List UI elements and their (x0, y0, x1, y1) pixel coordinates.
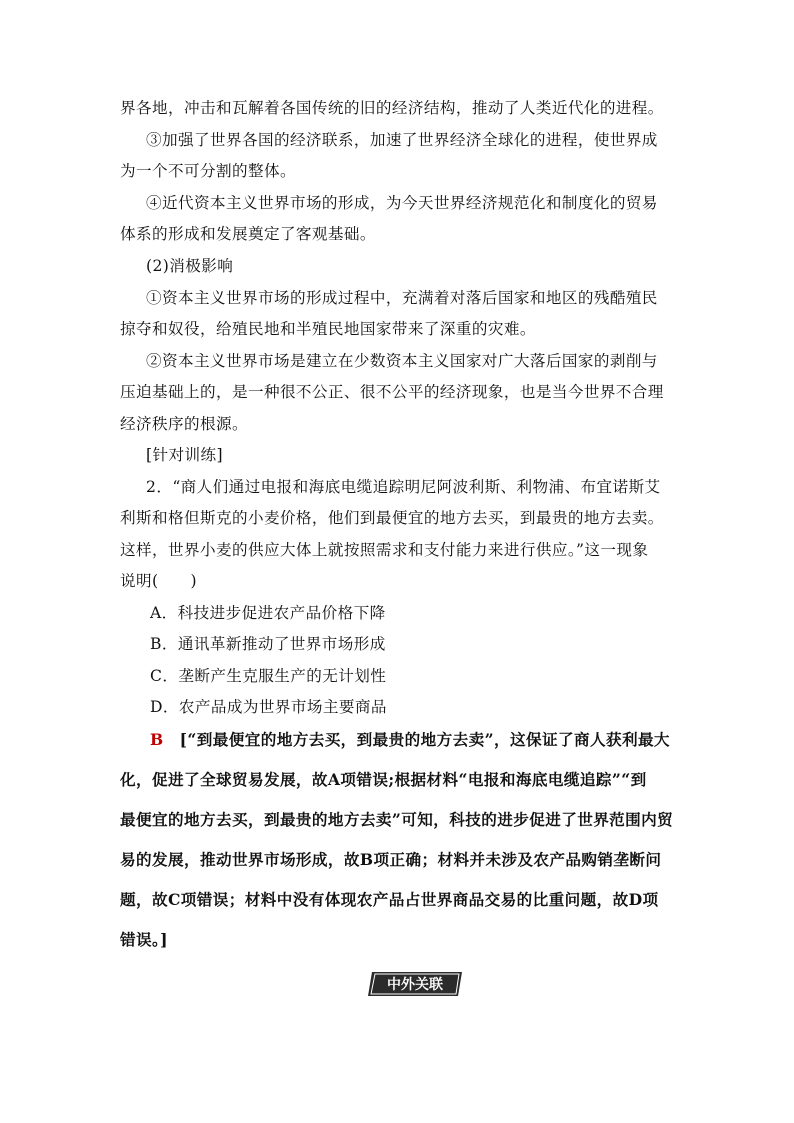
question-text: 这样，世界小麦的供应大体上就按照需求和支付能力来进行供应。”这一现象 (120, 541, 649, 559)
text-line: 经济秩序的根源。 (120, 415, 248, 433)
text-line: ②资本主义世界市场是建立在少数资本主义国家对广大落后国家的剥削与 (146, 352, 658, 370)
answer-text: 错误。] (120, 930, 168, 949)
answer-text: 易的发展，推动世界市场形成，故B项正确；材料并未涉及农产品购销垄断问 (120, 850, 662, 869)
question-text: 利斯和格但斯克的小麦价格，他们到最便宜的地方去买，到最贵的地方去卖。 (120, 509, 664, 527)
question-text: 2．“商人们通过电报和海底电缆追踪明尼阿波利斯、利物浦、布宜诺斯艾 (146, 478, 661, 496)
text-line: 掠夺和奴役，给殖民地和半殖民地国家带来了深重的灾难。 (120, 320, 536, 338)
text-line: 体系的形成和发展奠定了客观基础。 (120, 225, 376, 243)
answer-text: 最便宜的地方去买，到最贵的地方去卖”可知，科技的进步促进了世界范围内贸 (120, 810, 674, 829)
subheading: (2)消极影响 (146, 257, 234, 275)
option-b: B．通讯革新推动了世界市场形成 (150, 635, 386, 653)
question-text: 说明( ) (120, 572, 197, 590)
answer-text: 化，促进了全球贸易发展，故A项错误;根据材料“电报和海底电缆追踪”“到 (120, 770, 647, 789)
section-badge (366, 970, 464, 998)
text-line: ④近代资本主义世界市场的形成，为今天世界经济规范化和制度化的贸易 (146, 194, 658, 212)
badge-label: 中外关联 (387, 977, 443, 993)
text-line: 界各地，冲击和瓦解着各国传统的旧的经济结构，推动了人类近代化的进程。 (120, 99, 664, 117)
answer-line (150, 728, 794, 750)
text-line: ①资本主义世界市场的形成过程中，充满着对落后国家和地区的残酷殖民 (146, 289, 658, 307)
answer-text: 题，故C项错误；材料中没有体现农产品占世界商品交易的比重问题，故D项 (120, 890, 659, 909)
answer-letter: B (150, 730, 164, 749)
text-line: ③加强了世界各国的经济联系，加速了世界经济全球化的进程，使世界成 (146, 131, 658, 149)
option-c: C．垄断产生克服生产的无计划性 (150, 667, 387, 685)
section-label: [针对训练] (146, 446, 223, 464)
answer-text: [“到最便宜的地方去买，到最贵的地方去卖”，这保证了商人获利最大 (179, 730, 670, 749)
option-a: A．科技进步促进农产品价格下降 (150, 604, 386, 622)
text-line: 为一个不可分割的整体。 (120, 162, 296, 180)
option-d: D．农产品成为世界市场主要商品 (150, 698, 387, 716)
text-line: 压迫基础上的，是一种很不公正、很不公平的经济现象，也是当今世界不合理 (120, 383, 664, 401)
